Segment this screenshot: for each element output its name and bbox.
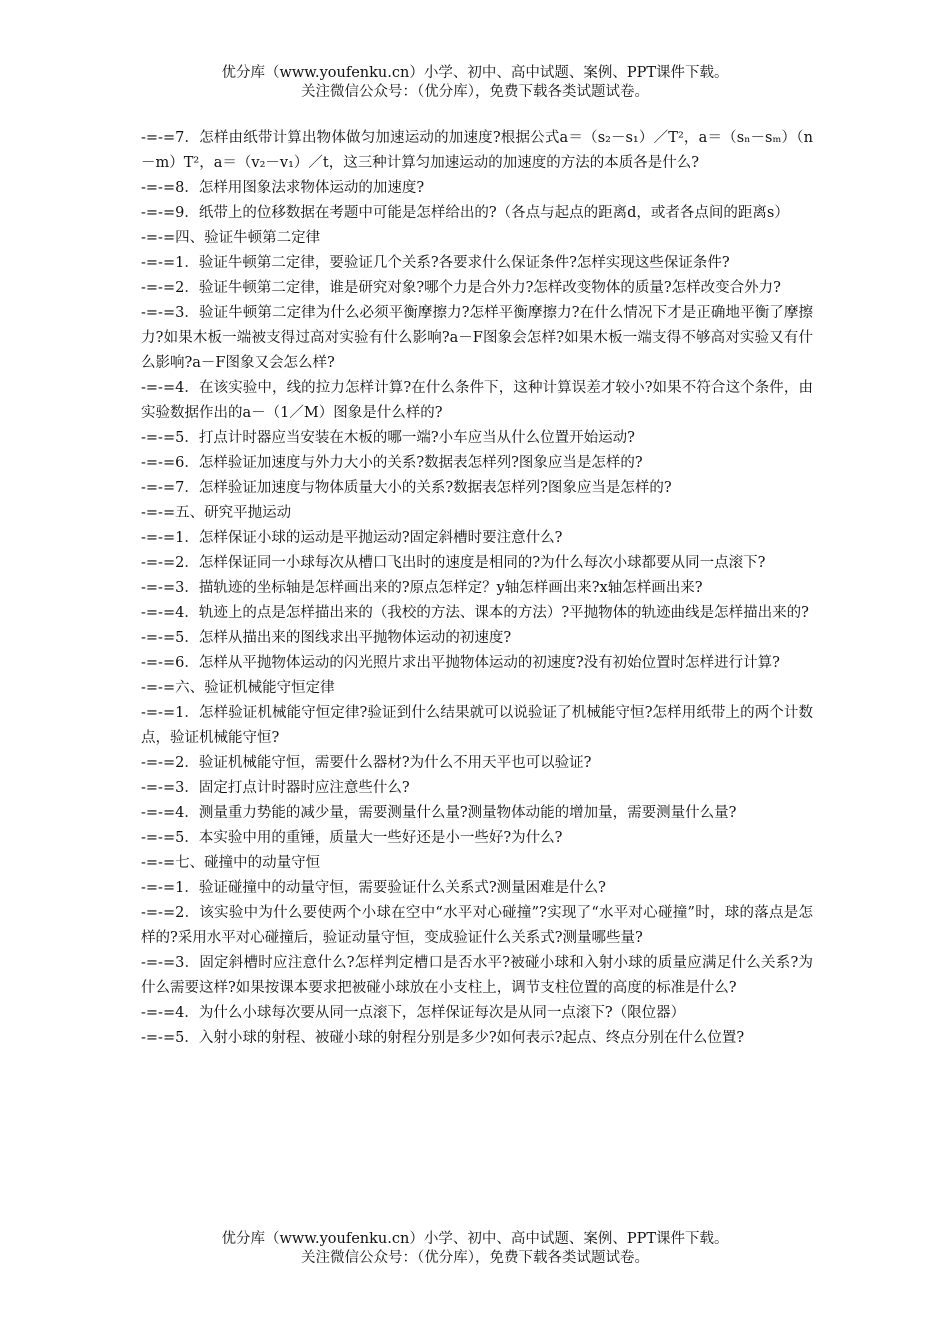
paragraph: -=-=9．纸带上的位移数据在考题中可能是怎样给出的?（各点与起点的距离d，或者各点间的距离s） xyxy=(141,205,789,221)
paragraph: -=-=5．本实验中用的重锤，质量大一些好还是小一些好?为什么? xyxy=(141,830,563,846)
paragraph: -=-=4．在该实验中，线的拉力怎样计算?在什么条件下，这种计算误差才较小?如果不符合这个条件，由实验数据作出的a－（1／M）图象是什么样的? xyxy=(141,380,813,421)
paragraph: -=-=7．怎样验证加速度与物体质量大小的关系?数据表怎样列?图象应当是怎样的? xyxy=(141,480,672,496)
paragraph: -=-=2．怎样保证同一小球每次从槽口飞出时的速度是相同的?为什么每次小球都要从同一点滚下? xyxy=(141,555,766,571)
page-footer xyxy=(0,1230,950,1268)
section-heading: -=-=六、验证机械能守恒定律 xyxy=(141,680,335,696)
paragraph: -=-=4．轨迹上的点是怎样描出来的（我校的方法、课本的方法）?平抛物体的轨迹曲线是怎样描出来的? xyxy=(141,605,809,621)
paragraph: -=-=2．验证机械能守恒，需要什么器材?为什么不用天平也可以验证? xyxy=(141,755,592,771)
paragraph: -=-=2．验证牛顿第二定律，谁是研究对象?哪个力是合外力?怎样改变物体的质量?怎样改变合外力? xyxy=(141,280,781,296)
paragraph: -=-=1．验证牛顿第二定律，要验证几个关系?各要求什么保证条件?怎样实现这些保证条件? xyxy=(141,255,730,271)
footer-line-1: 优分库（www.youfenku.cn）小学、初中、高中试题、案例、PPT课件下载。 xyxy=(221,1231,729,1247)
header-line-2: 关注微信公众号：（优分库），免费下载各类试题试卷。 xyxy=(301,84,649,100)
paragraph: -=-=1．怎样保证小球的运动是平抛运动?固定斜槽时要注意什么? xyxy=(141,530,563,546)
paragraph: -=-=7．怎样由纸带计算出物体做匀加速运动的加速度?根据公式a＝（s₂－s₁）／T²，a＝（sₙ－sₘ）（n－m）T²，a＝（v₂－v₁）／t，这三种计算匀加速运动的加速度的方法的本质各是什么? xyxy=(141,130,813,171)
paragraph: -=-=4．为什么小球每次要从同一点滚下，怎样保证每次是从同一点滚下?（限位器） xyxy=(141,1005,686,1021)
section-heading: -=-=四、验证牛顿第二定律 xyxy=(141,230,321,246)
paragraph: -=-=3．固定打点计时器时应注意些什么? xyxy=(141,780,410,796)
paragraph: -=-=8．怎样用图象法求物体运动的加速度? xyxy=(141,180,425,196)
paragraph: -=-=2．该实验中为什么要使两个小球在空中“水平对心碰撞”?实现了“水平对心碰撞”时，球的落点是怎样的?采用水平对心碰撞后，验证动量守恒，变成验证什么关系式?测量哪些量? xyxy=(141,905,813,946)
paragraph: -=-=3．描轨迹的坐标轴是怎样画出来的?原点怎样定？y轴怎样画出来?x轴怎样画出来? xyxy=(141,580,703,596)
paragraph: -=-=5．怎样从描出来的图线求出平抛物体运动的初速度? xyxy=(141,630,512,646)
paragraph: -=-=1．验证碰撞中的动量守恒，需要验证什么关系式?测量困难是什么? xyxy=(141,880,606,896)
footer-line-2: 关注微信公众号：（优分库），免费下载各类试题试卷。 xyxy=(301,1250,649,1266)
paragraph: -=-=5．打点计时器应当安装在木板的哪一端?小车应当从什么位置开始运动? xyxy=(141,430,635,446)
page-header xyxy=(0,64,950,102)
section-heading: -=-=五、研究平抛运动 xyxy=(141,505,292,521)
paragraph: -=-=4．测量重力势能的减少量，需要测量什么量?测量物体动能的增加量，需要测量什么量? xyxy=(141,805,737,821)
document-body xyxy=(141,126,813,1051)
paragraph: -=-=5．入射小球的射程、被碰小球的射程分别是多少?如何表示?起点、终点分别在什么位置? xyxy=(141,1030,745,1046)
paragraph: -=-=6．怎样从平抛物体运动的闪光照片求出平抛物体运动的初速度?没有初始位置时怎样进行计算? xyxy=(141,655,780,671)
paragraph: -=-=6．怎样验证加速度与外力大小的关系?数据表怎样列?图象应当是怎样的? xyxy=(141,455,643,471)
paragraph: -=-=3．验证牛顿第二定律为什么必须平衡摩擦力?怎样平衡摩擦力?在什么情况下才是正确地平衡了摩擦力?如果木板一端被支得过高对实验有什么影响?a－F图象会怎样?如果木板一端支得不够高对实验又有什么影响?a－F图象又会怎么样? xyxy=(141,305,813,371)
header-line-1: 优分库（www.youfenku.cn）小学、初中、高中试题、案例、PPT课件下载。 xyxy=(221,65,729,81)
section-heading: -=-=七、碰撞中的动量守恒 xyxy=(141,855,321,871)
paragraph: -=-=1．怎样验证机械能守恒定律?验证到什么结果就可以说验证了机械能守恒?怎样用纸带上的两个计数点，验证机械能守恒? xyxy=(141,705,813,746)
paragraph: -=-=3．固定斜槽时应注意什么?怎样判定槽口是否水平?被碰小球和入射小球的质量应满足什么关系?为什么需要这样?如果按课本要求把被碰小球放在小支柱上，调节支柱位置的高度的标准是什么? xyxy=(141,955,813,996)
